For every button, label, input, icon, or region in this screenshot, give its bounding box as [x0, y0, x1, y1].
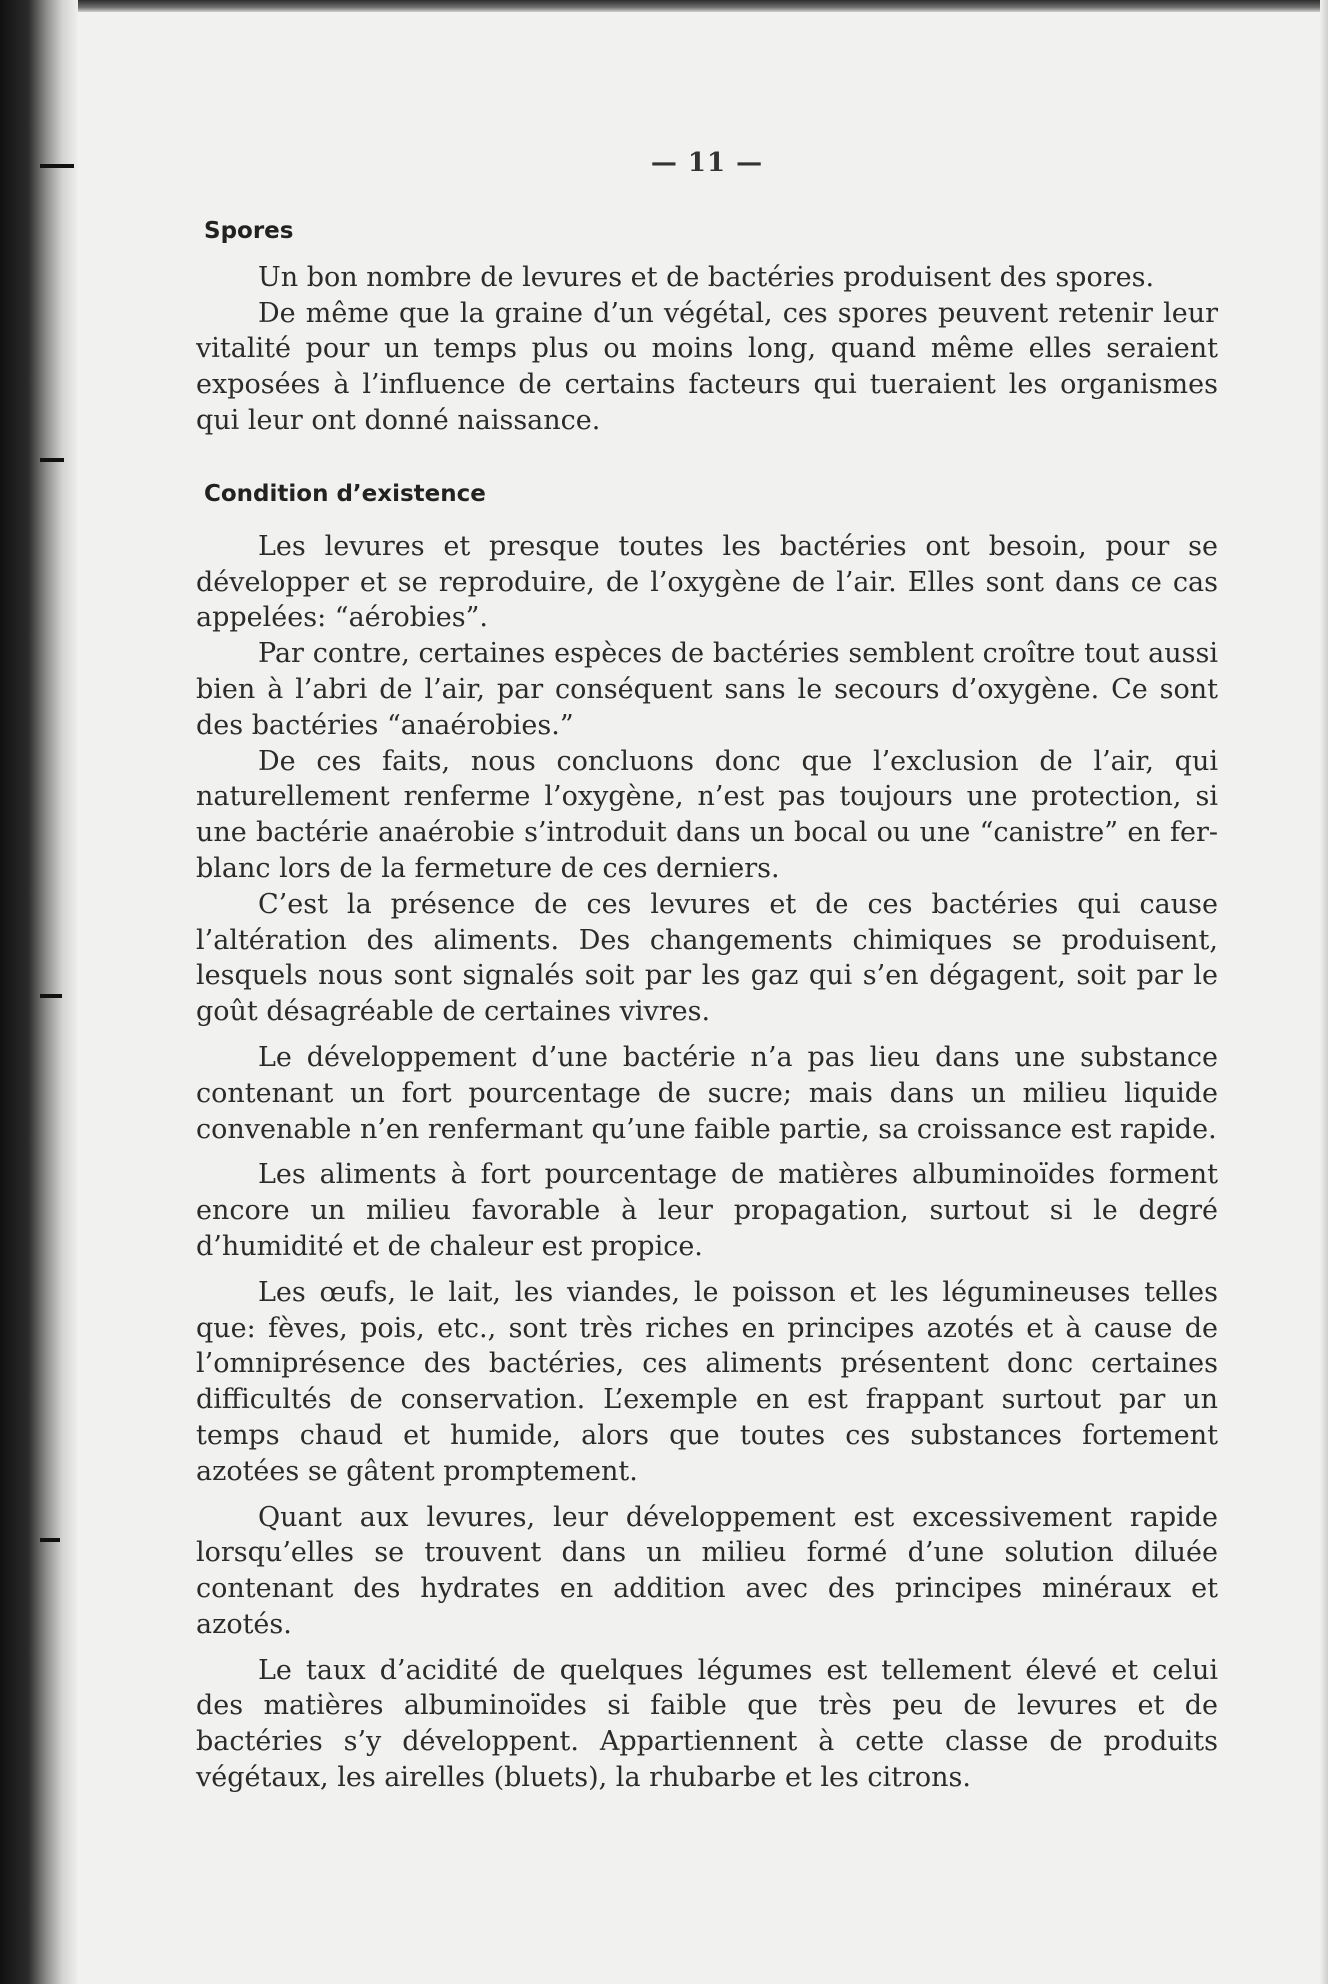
- paragraph: De ces faits, nous concluons donc que l’exclusion de l’air, qui naturellement renferme l’oxygène, n’est pas toujours une protection, si une bactérie anaérobie s’introduit dans un bocal ou une “canistre” en fer-blanc lors de la fermeture de ces derniers.: [196, 745, 1218, 884]
- paragraph: Le taux d’acidité de quelques légumes est tellement élevé et celui des matières albuminoïdes si faible que très peu de levures et de bactéries s’y développent. Appartiennent à cette classe de produits végétaux, les airelles (bluets), la rhubarbe et les citrons.: [196, 1654, 1218, 1794]
- paragraph: C’est la présence de ces levures et de ces bactéries qui cause l’altération des aliments. Des changements chimiques se produisent, lesquels nous sont signalés soit par les gaz qui s’en dégagent, soit par le goût désagréable de certaines vivres.: [196, 888, 1218, 1028]
- scan-binding-edge: [0, 0, 78, 1984]
- paragraph: Les aliments à fort pourcentage de matières albuminoïdes forment encore un milieu favorable à leur propagation, surtout si le degré d’humidité et de chaleur est propice.: [196, 1159, 1218, 1262]
- paragraph: Un bon nombre de levures et de bactéries produisent des spores.: [258, 261, 1155, 293]
- scan-right-edge: [1320, 0, 1328, 1984]
- paragraph: Les levures et presque toutes les bactéries ont besoin, pour se développer et se reproduire, de l’oxygène de l’air. Elles sont dans ce cas appelées: “aérobies”.: [196, 530, 1218, 634]
- binding-mark: [40, 1538, 60, 1542]
- binding-mark: [40, 458, 64, 462]
- scan-top-edge: [0, 0, 1328, 12]
- paragraph: Par contre, certaines espèces de bactéries semblent croître tout aussi bien à l’abri de l’air, par conséquent sans le secours d’oxygène. Ce sont des bactéries “anaérobies.”: [196, 638, 1218, 741]
- document-page: [196, 146, 1218, 1796]
- binding-mark: [40, 164, 74, 168]
- paragraph: De même que la graine d’un végétal, ces spores peuvent retenir leur vitalité pour un temps plus ou moins long, quand même elles seraient exposées à l’influence de certains facteurs qui tueraient les organismes qui leur ont donné naissance.: [196, 297, 1218, 436]
- page-number: — 11 —: [650, 148, 764, 178]
- section-heading-spores: Spores: [204, 217, 294, 244]
- section-heading-condition: Condition d’existence: [204, 480, 486, 507]
- binding-mark: [40, 994, 62, 998]
- paragraph: Le développement d’une bactérie n’a pas lieu dans une substance contenant un fort pourcentage de sucre; mais dans un milieu liquide convenable n’en renfermant qu’une faible partie, sa croissance est rapide.: [196, 1041, 1218, 1145]
- paragraph: Quant aux levures, leur développement est excessivement rapide lorsqu’elles se trouvent dans un milieu formé d’une solution diluée contenant des hydrates en addition avec des principes minéraux et azotés.: [196, 1501, 1218, 1640]
- paragraph: Les œufs, le lait, les viandes, le poisson et les légumineuses telles que: fèves, pois, etc., sont très riches en principes azotés et à cause de l’omniprésence des bactéries, ces aliments présentent donc certaines difficultés de conservation. L’exemple en est frappant surtout par un temps chaud et humide, alors que toutes ces substances fortement azotées se gâtent promptement.: [196, 1276, 1218, 1487]
